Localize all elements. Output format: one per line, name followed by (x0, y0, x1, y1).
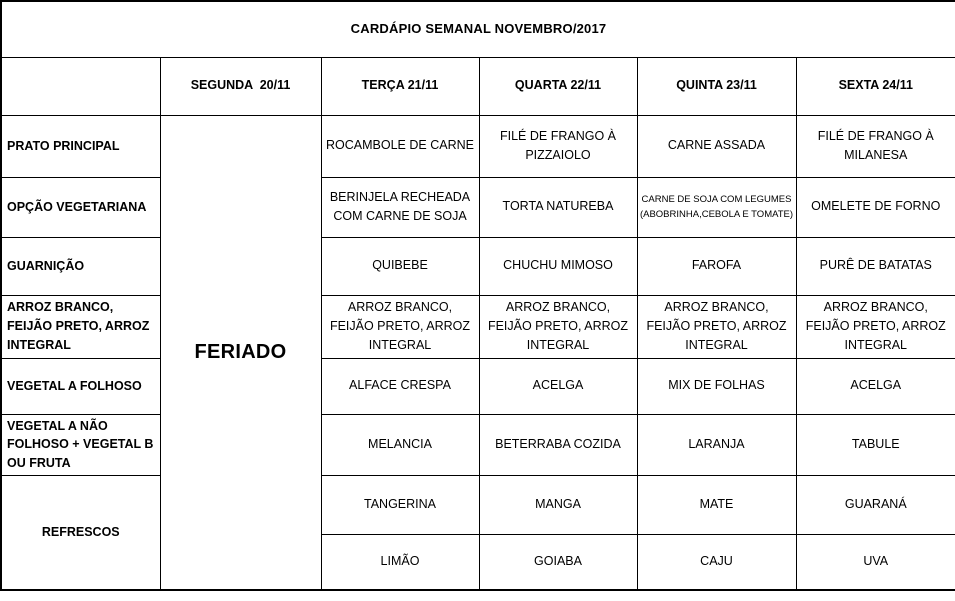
row-label-vegetal-nao-folhoso: VEGETAL A NÃO FOLHOSO + VEGETAL B OU FRUTA (1, 414, 160, 475)
cell-guarnicao-quarta: CHUCHU MIMOSO (479, 237, 637, 295)
day-header-quarta: QUARTA 22/11 (479, 57, 637, 115)
cell-arroz-quarta: ARROZ BRANCO, FEIJÃO PRETO, ARROZ INTEGRAL (479, 295, 637, 358)
row-label-vegetal-folhoso: VEGETAL A FOLHOSO (1, 358, 160, 414)
cell-vegetal-folhoso-sexta: ACELGA (796, 358, 955, 414)
cell-arroz-quinta: ARROZ BRANCO, FEIJÃO PRETO, ARROZ INTEGRAL (637, 295, 796, 358)
row-label-opcao-vegetariana: OPÇÃO VEGETARIANA (1, 177, 160, 237)
cell-vegetal-nao-folhoso-quinta: LARANJA (637, 414, 796, 475)
cell-refresco2-sexta: UVA (796, 534, 955, 590)
cell-vegetal-nao-folhoso-terca: MELANCIA (321, 414, 479, 475)
cell-prato-principal-quarta: FILÉ DE FRANGO À PIZZAIOLO (479, 115, 637, 177)
cell-guarnicao-terca: QUIBEBE (321, 237, 479, 295)
table-row-vegetal-nao-folhoso (1, 414, 955, 475)
cell-vegetal-nao-folhoso-sexta: TABULE (796, 414, 955, 475)
cell-refresco1-quarta: MANGA (479, 475, 637, 534)
table-row-refrescos-1 (1, 475, 955, 534)
table-row-opcao-vegetariana (1, 177, 955, 237)
cell-vegetal-folhoso-terca: ALFACE CRESPA (321, 358, 479, 414)
row-label-refrescos: REFRESCOS (1, 475, 160, 590)
cell-vegetal-nao-folhoso-quarta: BETERRABA COZIDA (479, 414, 637, 475)
cell-arroz-sexta: ARROZ BRANCO, FEIJÃO PRETO, ARROZ INTEGRAL (796, 295, 955, 358)
table-row-guarnicao (1, 237, 955, 295)
cell-refresco2-terca: LIMÃO (321, 534, 479, 590)
cell-refresco2-quarta: GOIABA (479, 534, 637, 590)
holiday-cell: FERIADO (160, 115, 321, 590)
cell-guarnicao-sexta: PURÊ DE BATATAS (796, 237, 955, 295)
cell-opcao-vegetariana-quarta: TORTA NATUREBA (479, 177, 637, 237)
cell-opcao-vegetariana-quinta: CARNE DE SOJA COM LEGUMES (ABOBRINHA,CEBOLA E TOMATE) (637, 177, 796, 237)
day-header-quinta: QUINTA 23/11 (637, 57, 796, 115)
day-header-terca: TERÇA 21/11 (321, 57, 479, 115)
title-row (1, 1, 955, 57)
cell-guarnicao-quinta: FAROFA (637, 237, 796, 295)
row-label-prato-principal: PRATO PRINCIPAL (1, 115, 160, 177)
page-title: CARDÁPIO SEMANAL NOVEMBRO/2017 (1, 1, 955, 57)
day-header-segunda: SEGUNDA 20/11 (160, 57, 321, 115)
cell-refresco1-sexta: GUARANÁ (796, 475, 955, 534)
corner-empty-cell (1, 57, 160, 115)
cell-prato-principal-terca: ROCAMBOLE DE CARNE (321, 115, 479, 177)
cell-opcao-vegetariana-terca: BERINJELA RECHEADA COM CARNE DE SOJA (321, 177, 479, 237)
cell-vegetal-folhoso-quinta: MIX DE FOLHAS (637, 358, 796, 414)
cell-refresco1-quinta: MATE (637, 475, 796, 534)
row-label-arroz: ARROZ BRANCO, FEIJÃO PRETO, ARROZ INTEGRAL (1, 295, 160, 358)
table-row-arroz (1, 295, 955, 358)
cell-opcao-vegetariana-sexta: OMELETE DE FORNO (796, 177, 955, 237)
table-row-prato-principal (1, 115, 955, 177)
cell-refresco2-quinta: CAJU (637, 534, 796, 590)
cell-prato-principal-quinta: CARNE ASSADA (637, 115, 796, 177)
cell-refresco1-terca: TANGERINA (321, 475, 479, 534)
day-header-row (1, 57, 955, 115)
table-row-vegetal-folhoso (1, 358, 955, 414)
cell-vegetal-folhoso-quarta: ACELGA (479, 358, 637, 414)
cell-prato-principal-sexta: FILÉ DE FRANGO À MILANESA (796, 115, 955, 177)
row-label-guarnicao: GUARNIÇÃO (1, 237, 160, 295)
day-header-sexta: SEXTA 24/11 (796, 57, 955, 115)
cell-arroz-terca: ARROZ BRANCO, FEIJÃO PRETO, ARROZ INTEGRAL (321, 295, 479, 358)
